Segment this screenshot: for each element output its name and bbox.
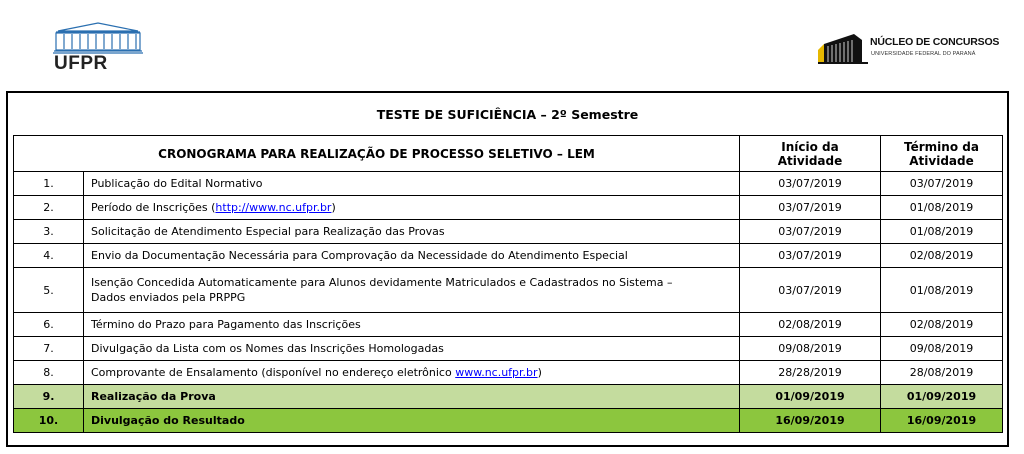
schedule-frame bbox=[6, 91, 1009, 447]
row-number: 2. bbox=[14, 196, 84, 220]
table-row bbox=[14, 220, 1003, 244]
row-activity: Término do Prazo para Pagamento das Inscrições bbox=[84, 313, 740, 337]
row-activity: Divulgação do Resultado bbox=[84, 409, 740, 433]
row-end-date: 01/08/2019 bbox=[881, 268, 1003, 313]
activity-text-suffix: ) bbox=[331, 201, 336, 214]
row-activity: Publicação do Edital Normativo bbox=[84, 172, 740, 196]
row-activity: Envio da Documentação Necessária para Comprovação da Necessidade do Atendimento Especial bbox=[84, 244, 740, 268]
table-row-highlighted bbox=[14, 385, 1003, 409]
table-row bbox=[14, 268, 1003, 313]
table-row bbox=[14, 196, 1003, 220]
row-activity: Divulgação da Lista com os Nomes das Inscrições Homologadas bbox=[84, 337, 740, 361]
activity-line-2: Dados enviados pela PRPPG bbox=[91, 291, 246, 304]
col-end-line2: Atividade bbox=[909, 153, 974, 168]
row-activity bbox=[84, 361, 740, 385]
row-start-date: 03/07/2019 bbox=[740, 268, 881, 313]
ufpr-logo bbox=[52, 22, 144, 72]
table-heading: CRONOGRAMA PARA REALIZAÇÃO DE PROCESSO SELETIVO – LEM bbox=[14, 136, 740, 172]
row-end-date: 28/08/2019 bbox=[881, 361, 1003, 385]
nc-logo-title: NÚCLEO DE CONCURSOS bbox=[870, 36, 1000, 48]
nc-logo-subtitle: UNIVERSIDADE FEDERAL DO PARANÁ bbox=[871, 51, 976, 57]
table-row bbox=[14, 172, 1003, 196]
row-start-date: 01/09/2019 bbox=[740, 385, 881, 409]
col-start-line2: Atividade bbox=[777, 153, 843, 168]
row-start-date: 09/08/2019 bbox=[740, 337, 881, 361]
nc-website-link[interactable]: http://www.nc.ufpr.br bbox=[215, 201, 332, 214]
row-activity: Realização da Prova bbox=[84, 385, 740, 409]
document-title: TESTE DE SUFICIÊNCIA – 2º Semestre bbox=[376, 107, 639, 122]
row-end-date: 02/08/2019 bbox=[881, 313, 1003, 337]
row-end-date: 01/08/2019 bbox=[881, 196, 1003, 220]
row-number: 8. bbox=[14, 361, 84, 385]
activity-text: Comprovante de Ensalamento (disponível no endereço eletrônico bbox=[91, 366, 456, 379]
row-number: 1. bbox=[14, 172, 84, 196]
row-activity: Solicitação de Atendimento Especial para Realização das Provas bbox=[84, 220, 740, 244]
row-number: 4. bbox=[14, 244, 84, 268]
col-start-header bbox=[740, 136, 881, 172]
row-activity bbox=[84, 268, 740, 313]
activity-text-suffix: ) bbox=[537, 366, 542, 379]
row-end-date: 09/08/2019 bbox=[881, 337, 1003, 361]
table-row bbox=[14, 337, 1003, 361]
row-start-date: 16/09/2019 bbox=[740, 409, 881, 433]
nc-website-link[interactable]: www.nc.ufpr.br bbox=[455, 366, 538, 379]
table-header-row bbox=[14, 136, 1003, 172]
row-start-date: 02/08/2019 bbox=[740, 313, 881, 337]
row-start-date: 03/07/2019 bbox=[740, 220, 881, 244]
row-start-date: 03/07/2019 bbox=[740, 172, 881, 196]
table-row bbox=[14, 244, 1003, 268]
col-start-line1: Início da bbox=[781, 139, 839, 154]
nucleo-concursos-logo bbox=[818, 32, 1000, 66]
row-number: 5. bbox=[14, 268, 84, 313]
nc-building-icon bbox=[818, 32, 868, 66]
ufpr-logo-text: UFPR bbox=[54, 53, 108, 74]
row-number: 10. bbox=[14, 409, 84, 433]
row-end-date: 01/08/2019 bbox=[881, 220, 1003, 244]
ufpr-building-icon bbox=[52, 22, 144, 54]
activity-line-1: Isenção Concedida Automaticamente para Alunos devidamente Matriculados e Cadastrados no Sistema – bbox=[91, 276, 673, 289]
table-row bbox=[14, 313, 1003, 337]
row-start-date: 03/07/2019 bbox=[740, 196, 881, 220]
table-row-highlighted bbox=[14, 409, 1003, 433]
row-end-date: 02/08/2019 bbox=[881, 244, 1003, 268]
row-number: 3. bbox=[14, 220, 84, 244]
row-end-date: 01/09/2019 bbox=[881, 385, 1003, 409]
row-number: 9. bbox=[14, 385, 84, 409]
row-end-date: 03/07/2019 bbox=[881, 172, 1003, 196]
col-end-line1: Término da bbox=[904, 139, 979, 154]
col-end-header bbox=[881, 136, 1003, 172]
row-end-date: 16/09/2019 bbox=[881, 409, 1003, 433]
activity-text: Período de Inscrições ( bbox=[91, 201, 216, 214]
table-row bbox=[14, 361, 1003, 385]
row-start-date: 28/28/2019 bbox=[740, 361, 881, 385]
row-number: 7. bbox=[14, 337, 84, 361]
schedule-table bbox=[13, 135, 1003, 433]
row-start-date: 03/07/2019 bbox=[740, 244, 881, 268]
row-number: 6. bbox=[14, 313, 84, 337]
row-activity bbox=[84, 196, 740, 220]
